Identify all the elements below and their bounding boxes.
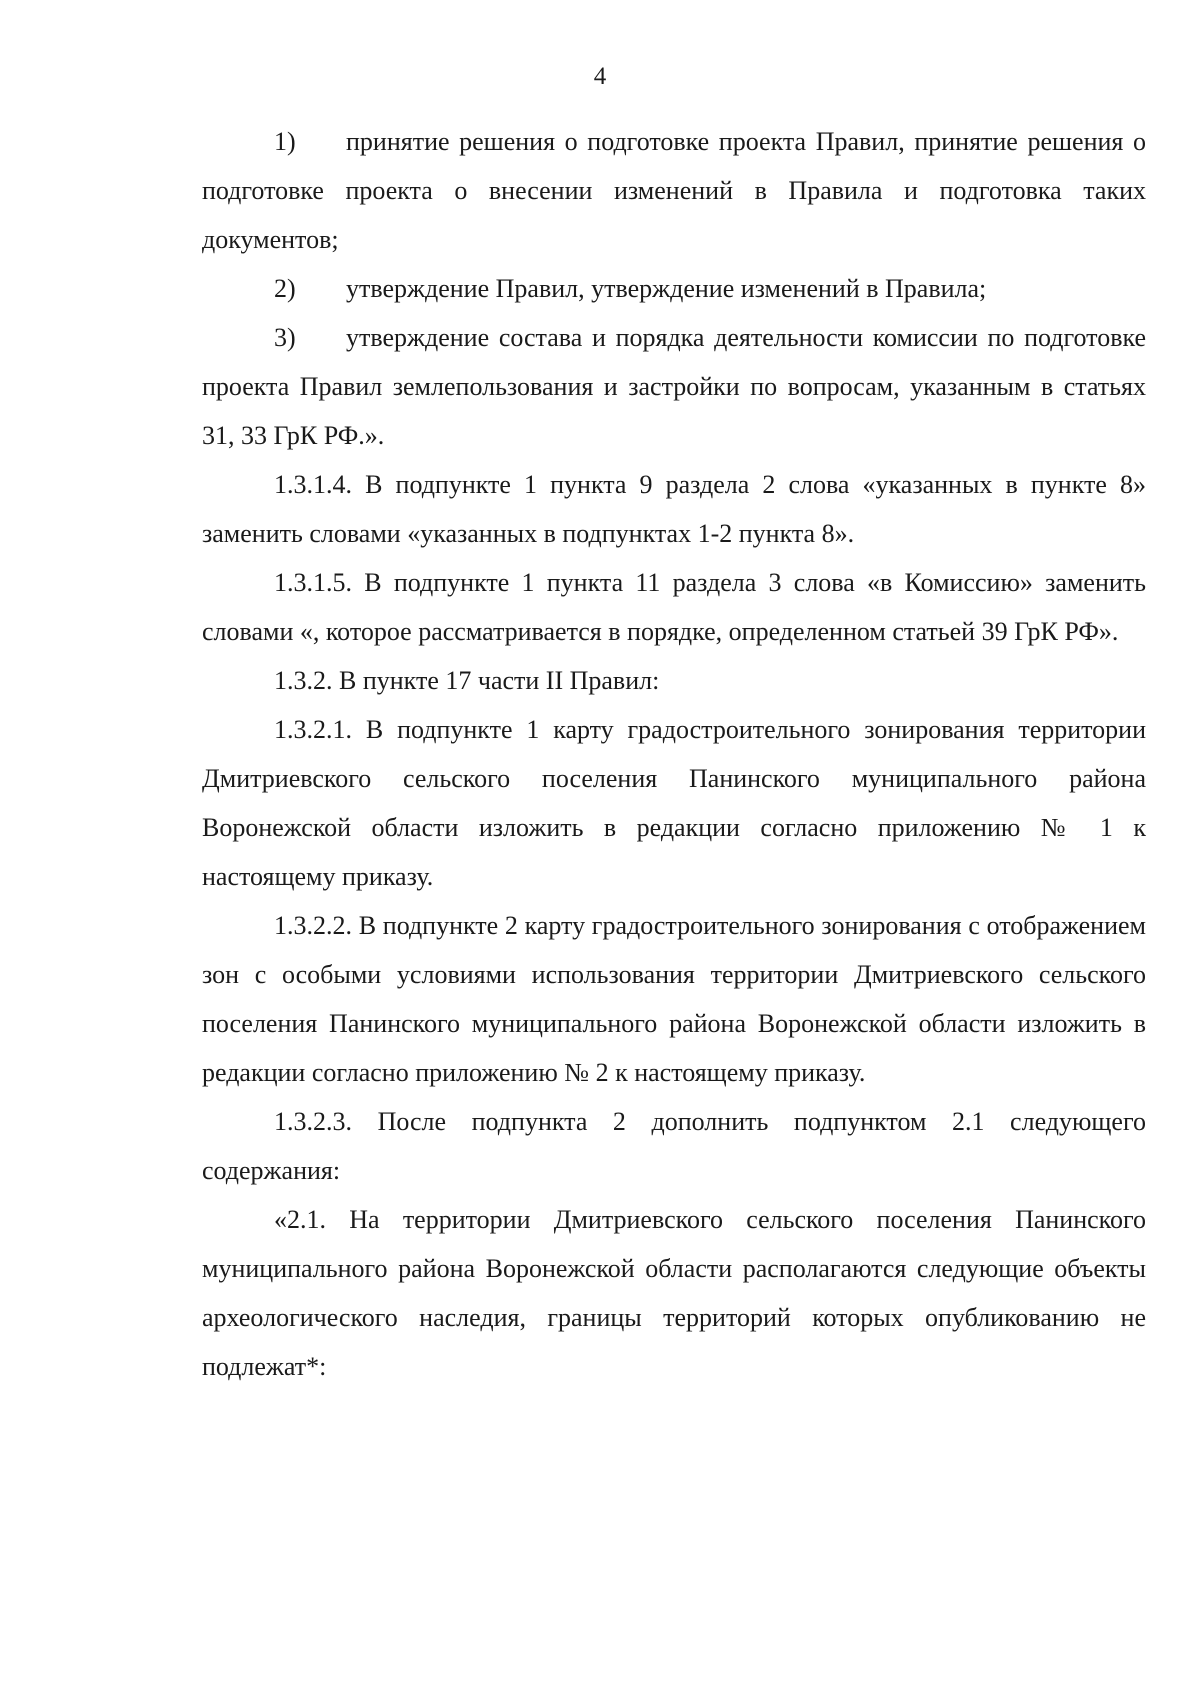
page-number: 4 — [593, 63, 607, 90]
paragraph-1-3-1-5: 1.3.1.5. В подпункте 1 пункта 11 раздела 3 слова «в Комиссию» заменить словами «, которое рассматривается в порядке, определенном статьей 39 ГрК РФ». — [202, 568, 1146, 646]
paragraph-1-3-2-2: 1.3.2.2. В подпункте 2 карту градостроительного зонирования с отображением зон с особыми условиями использования территории Дмитриевского сельского поселения Панинского муниципального района Воронежской области изложить в редакции согласно приложению № 2 к настоящему приказу. — [202, 911, 1146, 1087]
list-item-1 — [202, 117, 1146, 264]
paragraph-1-3-2-3: 1.3.2.3. После подпункта 2 дополнить подпунктом 2.1 следующего содержания: — [202, 1107, 1146, 1185]
paragraph-1-3-1-4: 1.3.1.4. В подпункте 1 пункта 9 раздела 2 слова «указанных в пункте 8» заменить словами «указанных в подпунктах 1-2 пункта 8». — [202, 470, 1146, 548]
list-item-number: 1) — [274, 127, 296, 156]
list-item-text: утверждение состава и порядка деятельности комиссии по подготовке проекта Правил землепользования и застройки по вопросам, указанным в статьях 31, 33 ГрК РФ.». — [202, 323, 1146, 450]
paragraph-1-3-2-1: 1.3.2.1. В подпункте 1 карту градостроительного зонирования территории Дмитриевского сельского поселения Панинского муниципального района Воронежской области изложить в редакции согласно приложению № 1 к настоящему приказу. — [202, 715, 1146, 891]
list-item-number: 3) — [274, 323, 296, 352]
list-item-text: утверждение Правил, утверждение изменений в Правила; — [346, 274, 987, 303]
document-body — [202, 117, 1146, 1391]
paragraph-1-3-2: 1.3.2. В пункте 17 части II Правил: — [274, 666, 660, 695]
list-item-text: принятие решения о подготовке проекта Правил, принятие решения о подготовке проекта о внесении изменений в Правила и подготовка таких документов; — [202, 127, 1146, 254]
list-item-3 — [202, 313, 1146, 460]
list-item-number: 2) — [274, 274, 296, 303]
paragraph-2-1-quote: «2.1. На территории Дмитриевского сельского поселения Панинского муниципального района Воронежской области располагаются следующие объекты археологического наследия, границы территорий которых опубликованию не подлежат*: — [202, 1205, 1146, 1381]
list-item-2 — [202, 264, 1146, 313]
